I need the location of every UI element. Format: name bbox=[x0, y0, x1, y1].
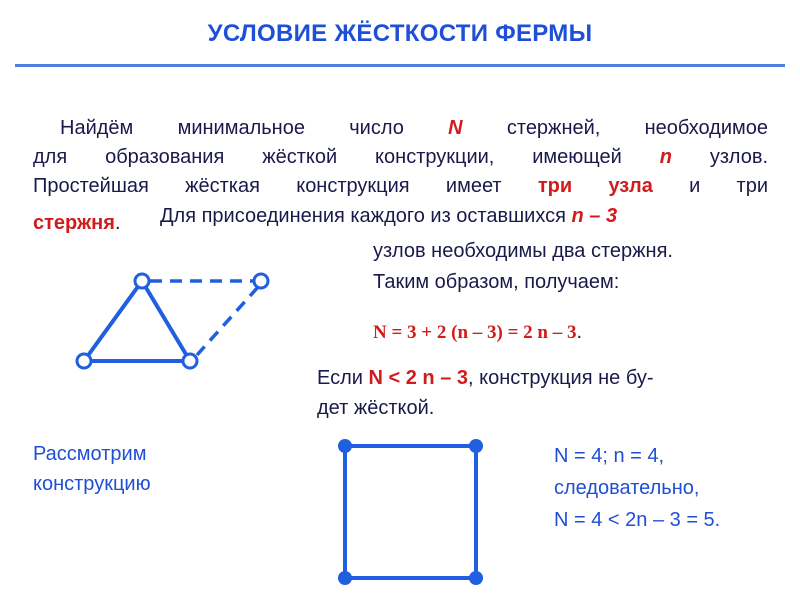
formula-text: N = 3 + 2 (n – 3) = 2 n – 3 bbox=[373, 322, 577, 343]
result-line-1: N = 4; n = 4, bbox=[554, 445, 665, 467]
page-title: УСЛОВИЕ ЖЁСТКОСТИ ФЕРМЫ bbox=[207, 20, 593, 47]
square-node-top-left bbox=[338, 439, 352, 453]
condition-line-2: дет жёсткой. bbox=[317, 397, 435, 419]
intro-text: и три bbox=[652, 175, 768, 197]
intro-text: Простейшая жёсткая конструкция имеет bbox=[33, 175, 538, 197]
intro-text: стержней, необходимое bbox=[462, 117, 768, 139]
consider-line-1: Рассмотрим bbox=[33, 443, 147, 465]
result-line-3: N = 4 < 2n – 3 = 5. bbox=[554, 509, 721, 531]
consider-line-2: конструкцию bbox=[33, 473, 151, 495]
remaining-nodes-expression: n – 3 bbox=[571, 205, 618, 227]
result-line-2: следовательно, bbox=[554, 477, 700, 499]
intro-text: для образования жёсткой конструкции, имеющей bbox=[33, 146, 660, 168]
three-nodes-highlight: три узла bbox=[537, 175, 653, 197]
attach-line-3: Таким образом, получаем: bbox=[373, 271, 620, 293]
inequality-highlight: N < 2 n – 3 bbox=[368, 367, 469, 389]
intro-text: Найдём минимальное число bbox=[60, 117, 449, 139]
intro-text: узлов. bbox=[671, 146, 769, 168]
condition-text: Если bbox=[317, 367, 369, 389]
symbol-n: n bbox=[659, 146, 672, 168]
intro-text: . bbox=[114, 212, 121, 234]
symbol-N: N bbox=[448, 117, 463, 139]
square-node-top-right bbox=[469, 439, 483, 453]
square-node-bottom-right bbox=[469, 571, 483, 585]
attach-line-2: узлов необходимы два стержня. bbox=[373, 240, 673, 262]
three-rods-highlight: стержня bbox=[33, 212, 115, 234]
condition-text: , конструкция не бу- bbox=[468, 367, 654, 389]
square-node-bottom-left bbox=[338, 571, 352, 585]
square-rods bbox=[345, 446, 476, 578]
formula-dot: . bbox=[576, 321, 583, 343]
attach-text: Для присоединения каждого из оставшихся bbox=[160, 205, 572, 227]
